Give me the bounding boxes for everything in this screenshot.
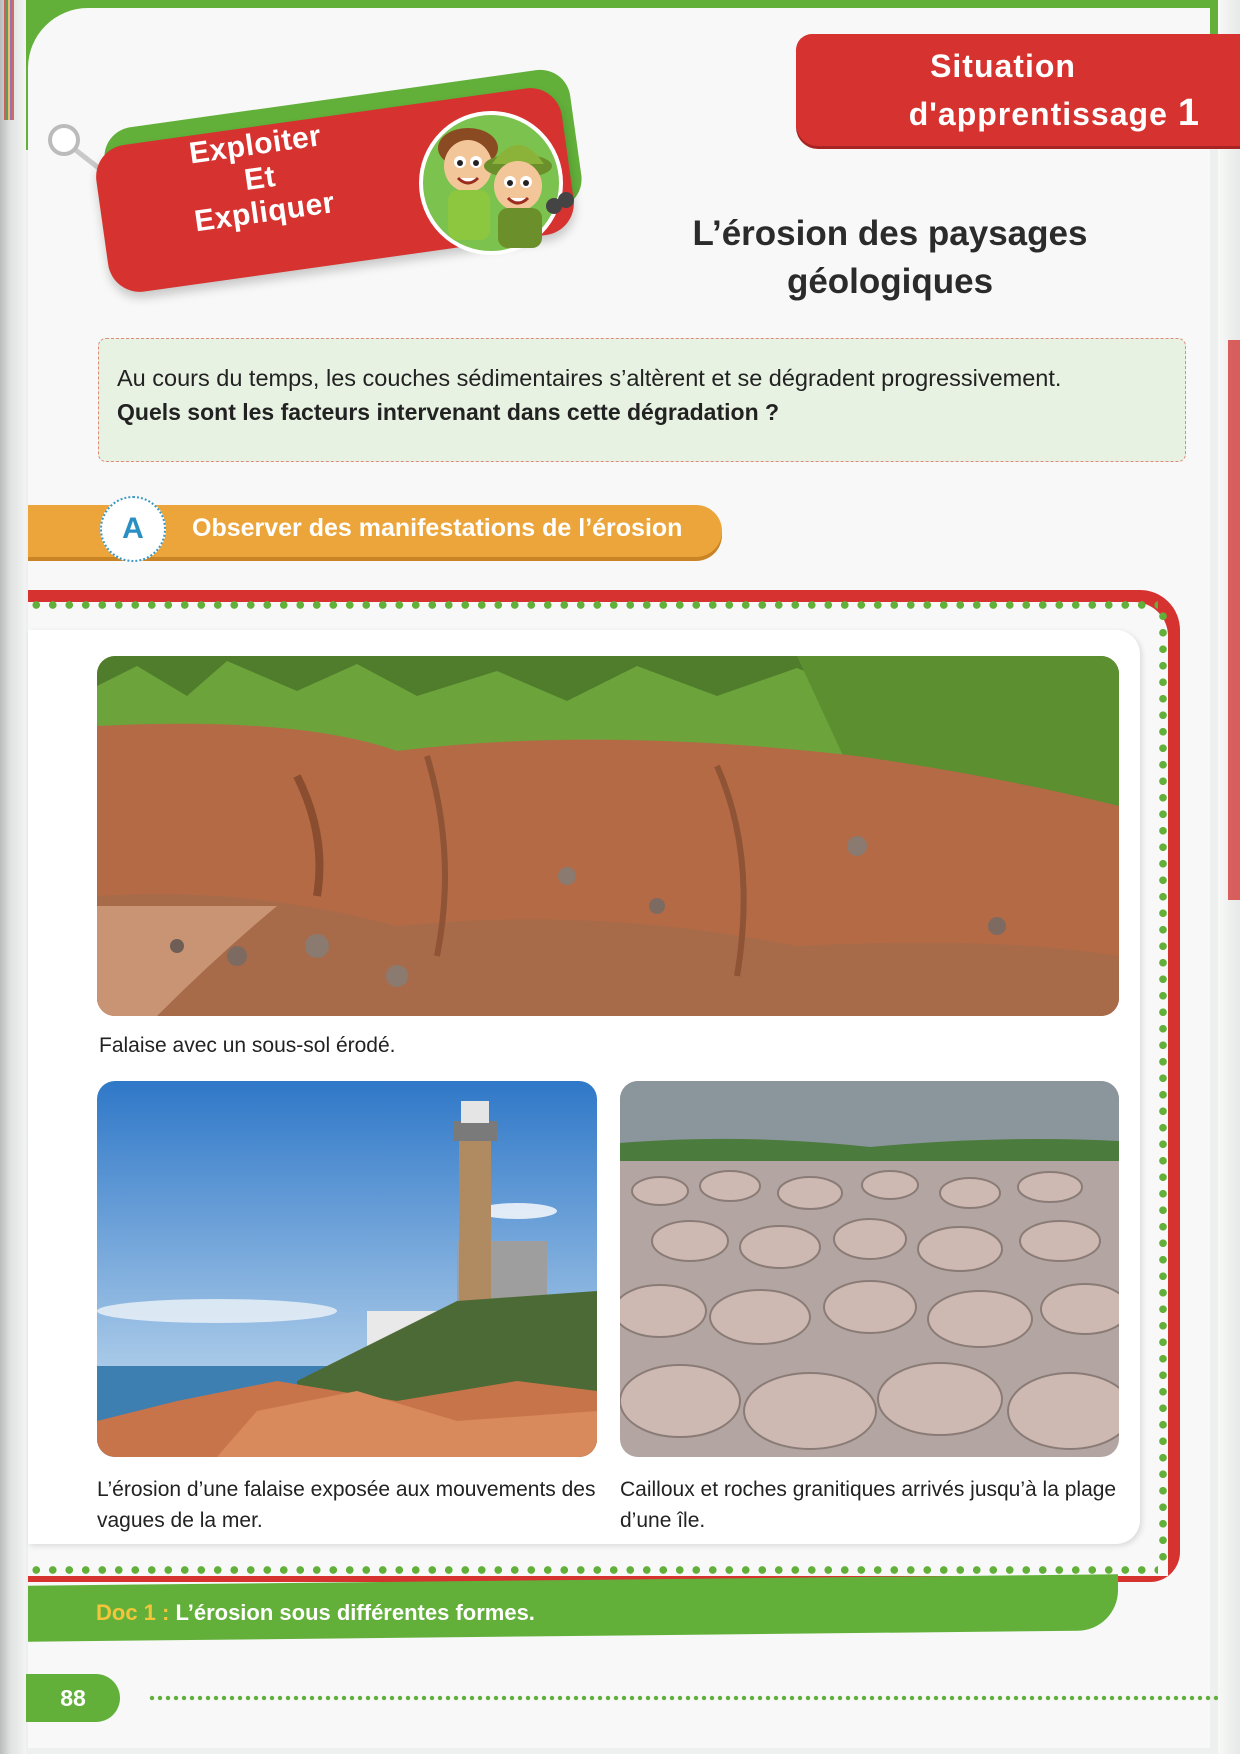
section-letter-badge: A [100, 496, 166, 562]
next-page-edge [1228, 340, 1240, 900]
photo-eroded-cliff [97, 656, 1119, 1016]
dotted-border-right [1158, 608, 1168, 1568]
tag-ring-icon [48, 124, 80, 156]
footer-dotted-line [148, 1695, 1218, 1701]
caption-pebbles: Cailloux et roches granitiques arrivés jusqu’à la plage d’une île. [620, 1478, 1117, 1532]
title-line-1: L’érosion des paysages [692, 214, 1088, 253]
tag-line-1: Exploiter [187, 119, 324, 171]
cliff-image [97, 656, 1119, 1016]
page-title [590, 210, 1190, 306]
caption-lighthouse: L’érosion d’une falaise exposée aux mouvements des vagues de la mer. [97, 1478, 596, 1532]
book-spine [0, 0, 26, 1754]
section-title: Observer des manifestations de l’érosion [192, 514, 683, 542]
doc-separator: : [162, 1600, 170, 1625]
title-line-2: géologiques [786, 262, 994, 301]
tag-line-3: Expliquer [192, 186, 337, 239]
situation-label: Situation [930, 48, 1076, 84]
photo-granite-pebbles [620, 1081, 1119, 1457]
situation-number: 1 [1177, 92, 1200, 134]
question-box [98, 338, 1186, 462]
exploiter-tag [48, 70, 588, 270]
spine-stripes [4, 0, 14, 120]
situation-sublabel [909, 92, 1200, 135]
question-prompt: Quels sont les facteurs intervenant dans cette dégradation ? [117, 399, 780, 425]
doc-title: L’érosion sous différentes formes. [175, 1600, 535, 1625]
dotted-border-bottom [28, 1565, 1158, 1575]
caption-cliff: Falaise avec un sous-sol érodé. [99, 1034, 396, 1057]
doc-label [96, 1600, 535, 1626]
page-number: 88 [26, 1674, 120, 1722]
situation-banner [796, 34, 1240, 146]
mascot-explorers-icon [406, 88, 576, 258]
question-intro: Au cours du temps, les couches sédimentaires s’altèrent et se dégradent progressivement. [117, 365, 1062, 391]
situation-type: d'apprentissage [908, 96, 1168, 132]
pebbles-image [620, 1081, 1119, 1457]
dotted-border-top [28, 600, 1158, 610]
doc-id: Doc 1 [96, 1600, 156, 1625]
photo-lighthouse-cliff [97, 1081, 597, 1457]
lighthouse-image [97, 1081, 597, 1457]
tag-line-2: Et [242, 160, 278, 198]
